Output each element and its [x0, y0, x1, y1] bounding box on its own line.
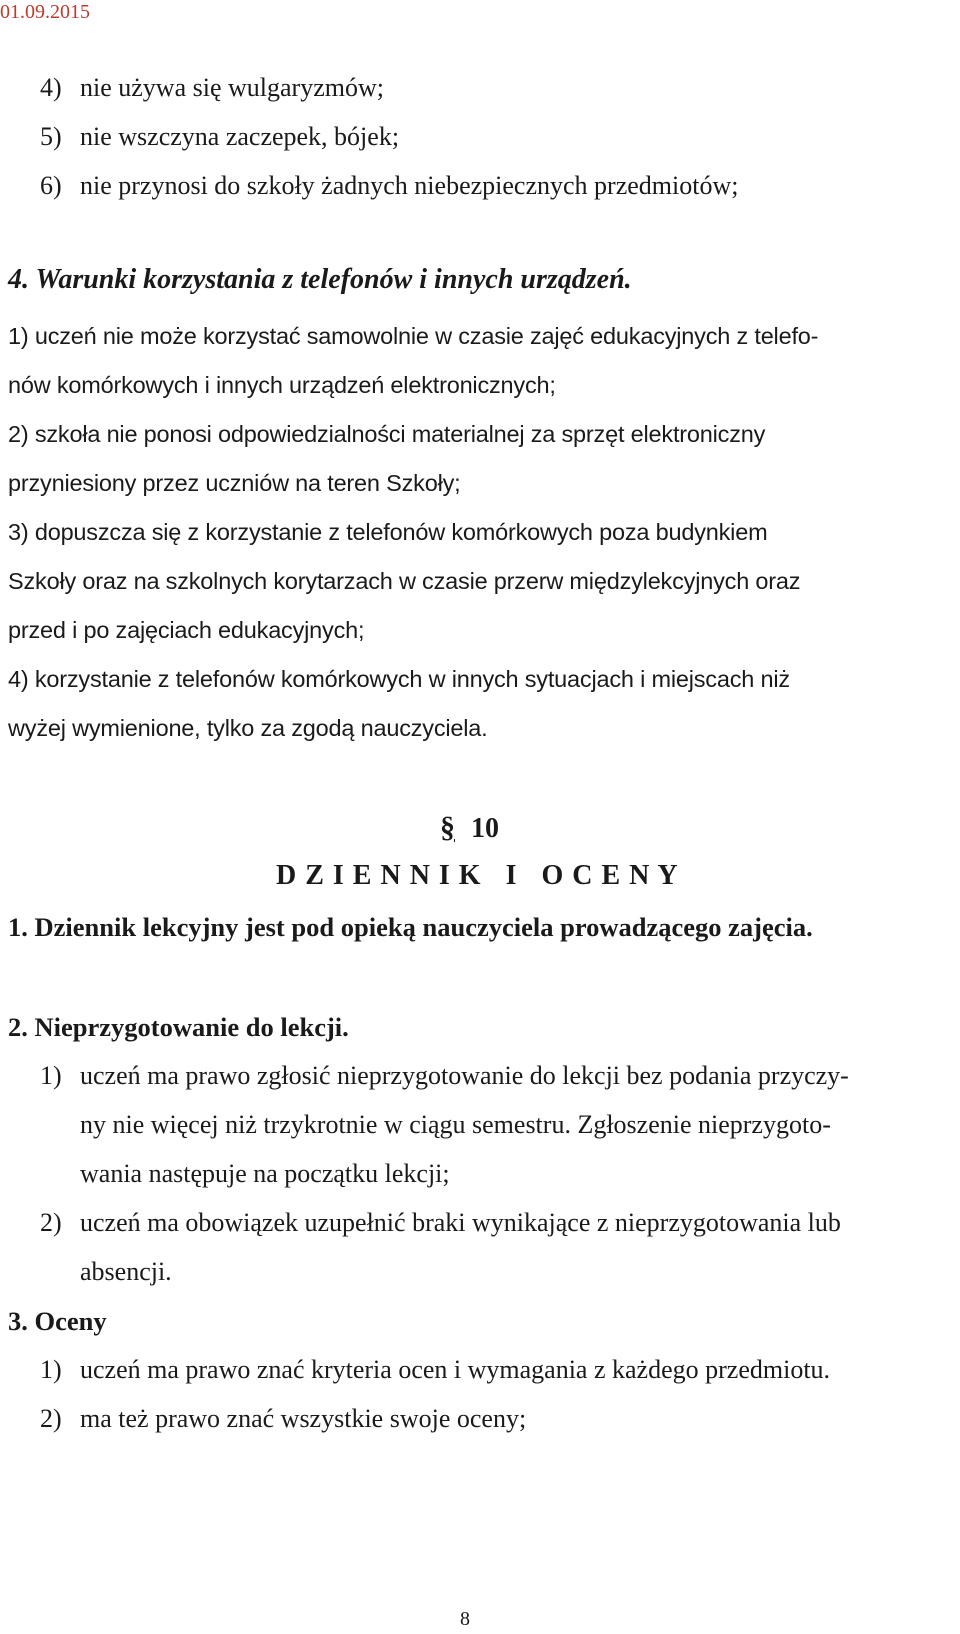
list-item-continuation: absencji.	[80, 1257, 172, 1286]
list-item: 1) uczeń ma prawo zgłosić nieprzygotowanie do lekcji bez podania przyczy-	[40, 1061, 849, 1090]
list-item-continuation: wania następuje na początku lekcji;	[80, 1159, 450, 1188]
text-line: 4) korzystanie z telefonów komórkowych w innych sytuacjach i miejscach niż	[8, 666, 790, 692]
paragraph-number: § 10	[440, 811, 499, 844]
section-symbol: §	[440, 811, 455, 844]
list-item: 6) nie przynosi do szkoły żadnych niebezpiecznych przedmiotów;	[40, 171, 739, 200]
list-item: 2) uczeń ma obowiązek uzupełnić braki wynikające z nieprzygotowania lub	[40, 1208, 841, 1237]
list-item: 2) ma też prawo znać wszystkie swoje oceny;	[40, 1404, 527, 1433]
text-line: nów komórkowych i innych urządzeń elektronicznych;	[8, 372, 556, 398]
paragraph-title: D Z I E N N I K I O C E N Y	[276, 860, 679, 891]
list-item: 1) uczeń ma prawo znać kryteria ocen i wymagania z każdego przedmiotu.	[40, 1355, 831, 1384]
text-line: wyżej wymienione, tylko za zgodą nauczyciela.	[8, 715, 488, 741]
text-line: 3) dopuszcza się z korzystanie z telefonów komórkowych poza budynkiem	[8, 519, 768, 545]
list-item: 4) nie używa się wulgaryzmów;	[40, 73, 384, 102]
header-date: 01.09.2015	[0, 1, 90, 23]
text-line: przyniesiony przez uczniów na teren Szkoły;	[8, 470, 461, 496]
list-item: 5) nie wszczyna zaczepek, bójek;	[40, 122, 400, 151]
page-number: 8	[460, 1608, 470, 1630]
text-line: 1) uczeń nie może korzystać samowolnie w czasie zajęć edukacyjnych z telefo-	[8, 323, 819, 349]
text-line: 2) szkoła nie ponosi odpowiedzialności materialnej za sprzęt elektroniczny	[8, 421, 766, 447]
text-line: Szkoły oraz na szkolnych korytarzach w czasie przerw międzylekcyjnych oraz	[8, 568, 801, 594]
section-heading: 4. Warunki korzystania z telefonów i innych urządzeń.	[8, 264, 632, 295]
point-heading: 2. Nieprzygotowanie do lekcji.	[8, 1012, 349, 1042]
text-line: przed i po zajęciach edukacyjnych;	[8, 617, 365, 643]
point-heading: 1. Dziennik lekcyjny jest pod opieką nauczyciela prowadzącego zajęcia.	[8, 912, 813, 942]
point-heading: 3. Oceny	[8, 1306, 107, 1336]
list-item-continuation: ny nie więcej niż trzykrotnie w ciągu semestru. Zgłoszenie nieprzygoto-	[80, 1110, 831, 1139]
